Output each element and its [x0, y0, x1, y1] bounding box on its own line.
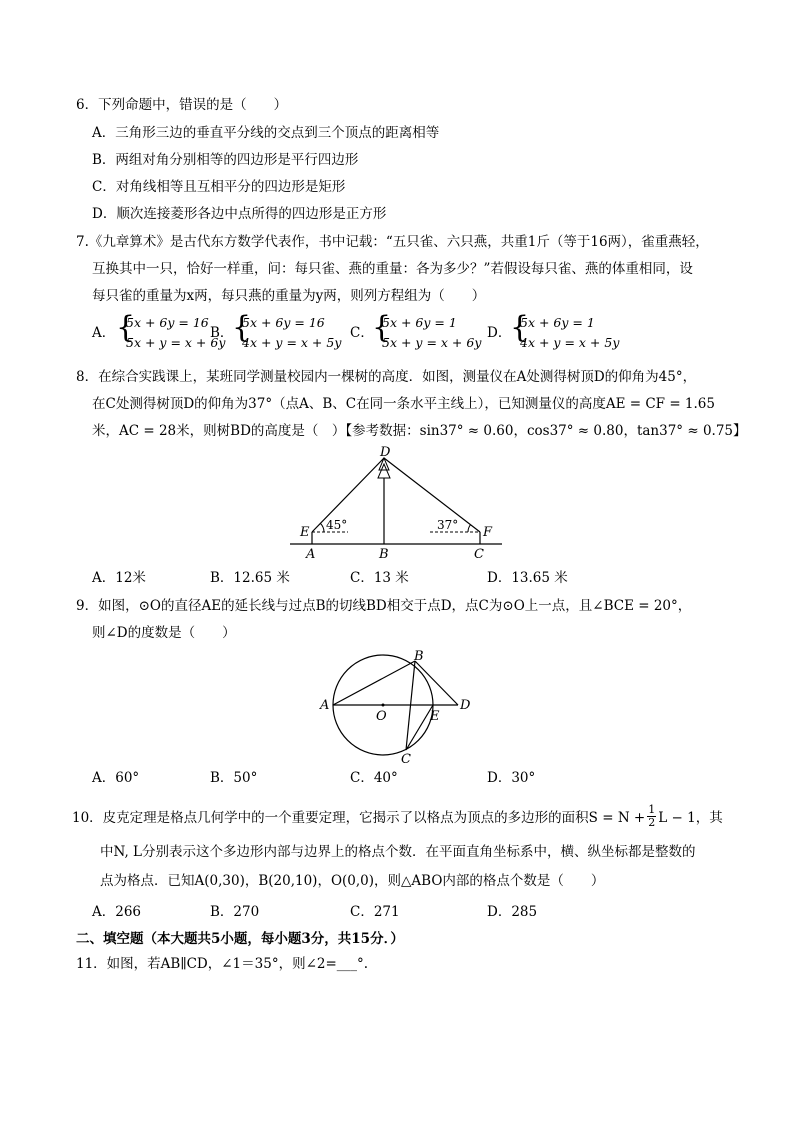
- q10-frac-num: 1: [648, 803, 656, 816]
- q7-option-c-label: C．: [350, 325, 374, 341]
- brace-icon: {: [510, 310, 530, 345]
- label-d: D: [460, 698, 471, 713]
- q8-line-3: 米，AC = 28米，则树BD的高度是（ ）【参考数据：sin37° ≈ 0.60，cos37° ≈ 0.80，tan37° ≈ 0.75】: [92, 423, 747, 439]
- q8-tree-figure: [280, 444, 512, 564]
- section-2-title: 二、填空题（本大题共5小题，每小题3分，共15分．）: [76, 931, 404, 947]
- q8-option-a: A．12米: [92, 570, 146, 586]
- q7-option-a-system: [116, 310, 226, 350]
- q10-line-2: 中N, L分别表示这个多边形内部与边界上的格点个数．在平面直角坐标系中，横、纵坐标都是整数的: [100, 844, 696, 860]
- brace-icon: {: [372, 310, 392, 345]
- q7-b-eq2: 4x + y = x + 5y: [242, 335, 342, 350]
- q7-option-d-label: D．: [487, 325, 512, 341]
- label-d: D: [380, 445, 391, 460]
- label-c: C: [401, 752, 411, 766]
- q9-circle-figure: [316, 644, 480, 766]
- q9-line-2: 则∠D的度数是（ ）: [92, 625, 236, 641]
- q7-a-eq2: 5x + y = x + 6y: [126, 335, 226, 350]
- q10-line-1-text: 10．皮克定理是格点几何学中的一个重要定理，它揭示了以格点为顶点的多边形的面积S = N +: [72, 810, 646, 826]
- q9-option-d: D．30°: [487, 770, 536, 786]
- label-o: O: [376, 709, 387, 724]
- q7-a-eq1: 5x + 6y = 16: [126, 315, 209, 330]
- q10-line-1-tail: L − 1，其: [658, 810, 723, 826]
- q10-option-c: C．271: [350, 904, 400, 920]
- label-f: F: [483, 525, 493, 540]
- label-c: C: [474, 547, 484, 562]
- q7-c-eq1: 5x + 6y = 1: [382, 315, 457, 330]
- q7-d-eq1: 5x + 6y = 1: [520, 315, 595, 330]
- q7-option-c-system: [372, 310, 482, 350]
- q7-b-eq1: 5x + 6y = 16: [242, 315, 325, 330]
- angle-arc-45: [321, 524, 325, 533]
- sight-line-ed: [312, 458, 384, 532]
- q8-option-b: B．12.65 米: [210, 570, 290, 586]
- q8-option-c: C．13 米: [350, 570, 409, 586]
- q6-option-c: C．对角线相等且互相平分的四边形是矩形: [92, 179, 346, 195]
- q7-line-1: 7.《九章算术》是古代东方数学代表作，书中记载：“五只雀、六只燕，共重1斤（等于16两），雀重燕轻，: [76, 234, 709, 250]
- q6-option-a: A．三角形三边的垂直平分线的交点到三个顶点的距离相等: [92, 125, 440, 141]
- center-dot: [382, 704, 385, 707]
- q6-option-d: D．顺次连接菱形各边中点所得的四边形是正方形: [92, 206, 387, 222]
- angle-arc-37: [468, 525, 471, 532]
- brace-icon: {: [232, 310, 252, 345]
- q7-line-2: 互换其中一只，恰好一样重，问：每只雀、燕的重量：各为多少？”若假设每只雀、燕的体重相同，设: [92, 261, 693, 277]
- q6-stem: 6．下列命题中，错误的是（ ）: [76, 97, 288, 113]
- brace-icon: {: [116, 310, 136, 345]
- q10-option-a: A．266: [92, 904, 142, 920]
- tree-crown-bottom: [378, 464, 390, 478]
- q9-option-a: A．60°: [92, 770, 140, 786]
- sight-line-fd: [384, 458, 480, 532]
- q7-option-d-system: [510, 310, 620, 350]
- q11-text: 11．如图，若AB∥CD，∠1＝35°，则∠2=___°.: [76, 956, 369, 972]
- chord-ab: [333, 661, 415, 705]
- label-a: A: [320, 698, 330, 713]
- q7-option-b-system: [232, 310, 342, 350]
- q8-option-d: D．13.65 米: [487, 570, 568, 586]
- q7-option-a-label: A．: [92, 325, 116, 341]
- q6-option-b: B．两组对角分别相等的四边形是平行四边形: [92, 152, 359, 168]
- q10-line-1: [72, 803, 723, 831]
- q10-option-b: B．270: [210, 904, 260, 920]
- q9-option-b: B．50°: [210, 770, 258, 786]
- label-angle-45: 45°: [326, 518, 348, 532]
- q8-line-2: 在C处测得树顶D的仰角为37°（点A、B、C在同一条水平主线上），已知测量仪的高度AE = CF = 1.65: [92, 396, 715, 412]
- q10-frac-den: 2: [648, 816, 656, 829]
- q7-option-b-label: B．: [210, 325, 234, 341]
- q8-line-1: 8．在综合实践课上，某班同学测量校园内一棵树的高度．如图，测量仪在A处测得树顶D的仰角为45°，: [76, 369, 697, 385]
- label-b: B: [414, 649, 424, 664]
- q10-fraction: [647, 804, 656, 829]
- label-e: E: [430, 709, 440, 724]
- label-b: B: [379, 547, 389, 562]
- label-angle-37: 37°: [437, 518, 459, 532]
- q9-option-c: C．40°: [350, 770, 398, 786]
- q7-d-eq2: 4x + y = x + 5y: [520, 335, 620, 350]
- q10-line-3: 点为格点．已知A(0,30)，B(20,10)，O(0,0)，则△ABO内部的格点个数是（ ）: [100, 873, 605, 889]
- q7-c-eq2: 5x + y = x + 6y: [382, 335, 482, 350]
- q10-option-d: D．285: [487, 904, 538, 920]
- label-a: A: [306, 547, 316, 562]
- tangent-bd: [415, 661, 458, 705]
- label-e: E: [300, 525, 310, 540]
- q9-line-1: 9．如图，⊙O的直径AE的延长线与过点B的切线BD相交于点D，点C为⊙O上一点，且∠BCE = 20°，: [76, 598, 692, 614]
- q7-line-3: 每只雀的重量为x两，每只燕的重量为y两，则列方程组为（ ）: [92, 288, 486, 304]
